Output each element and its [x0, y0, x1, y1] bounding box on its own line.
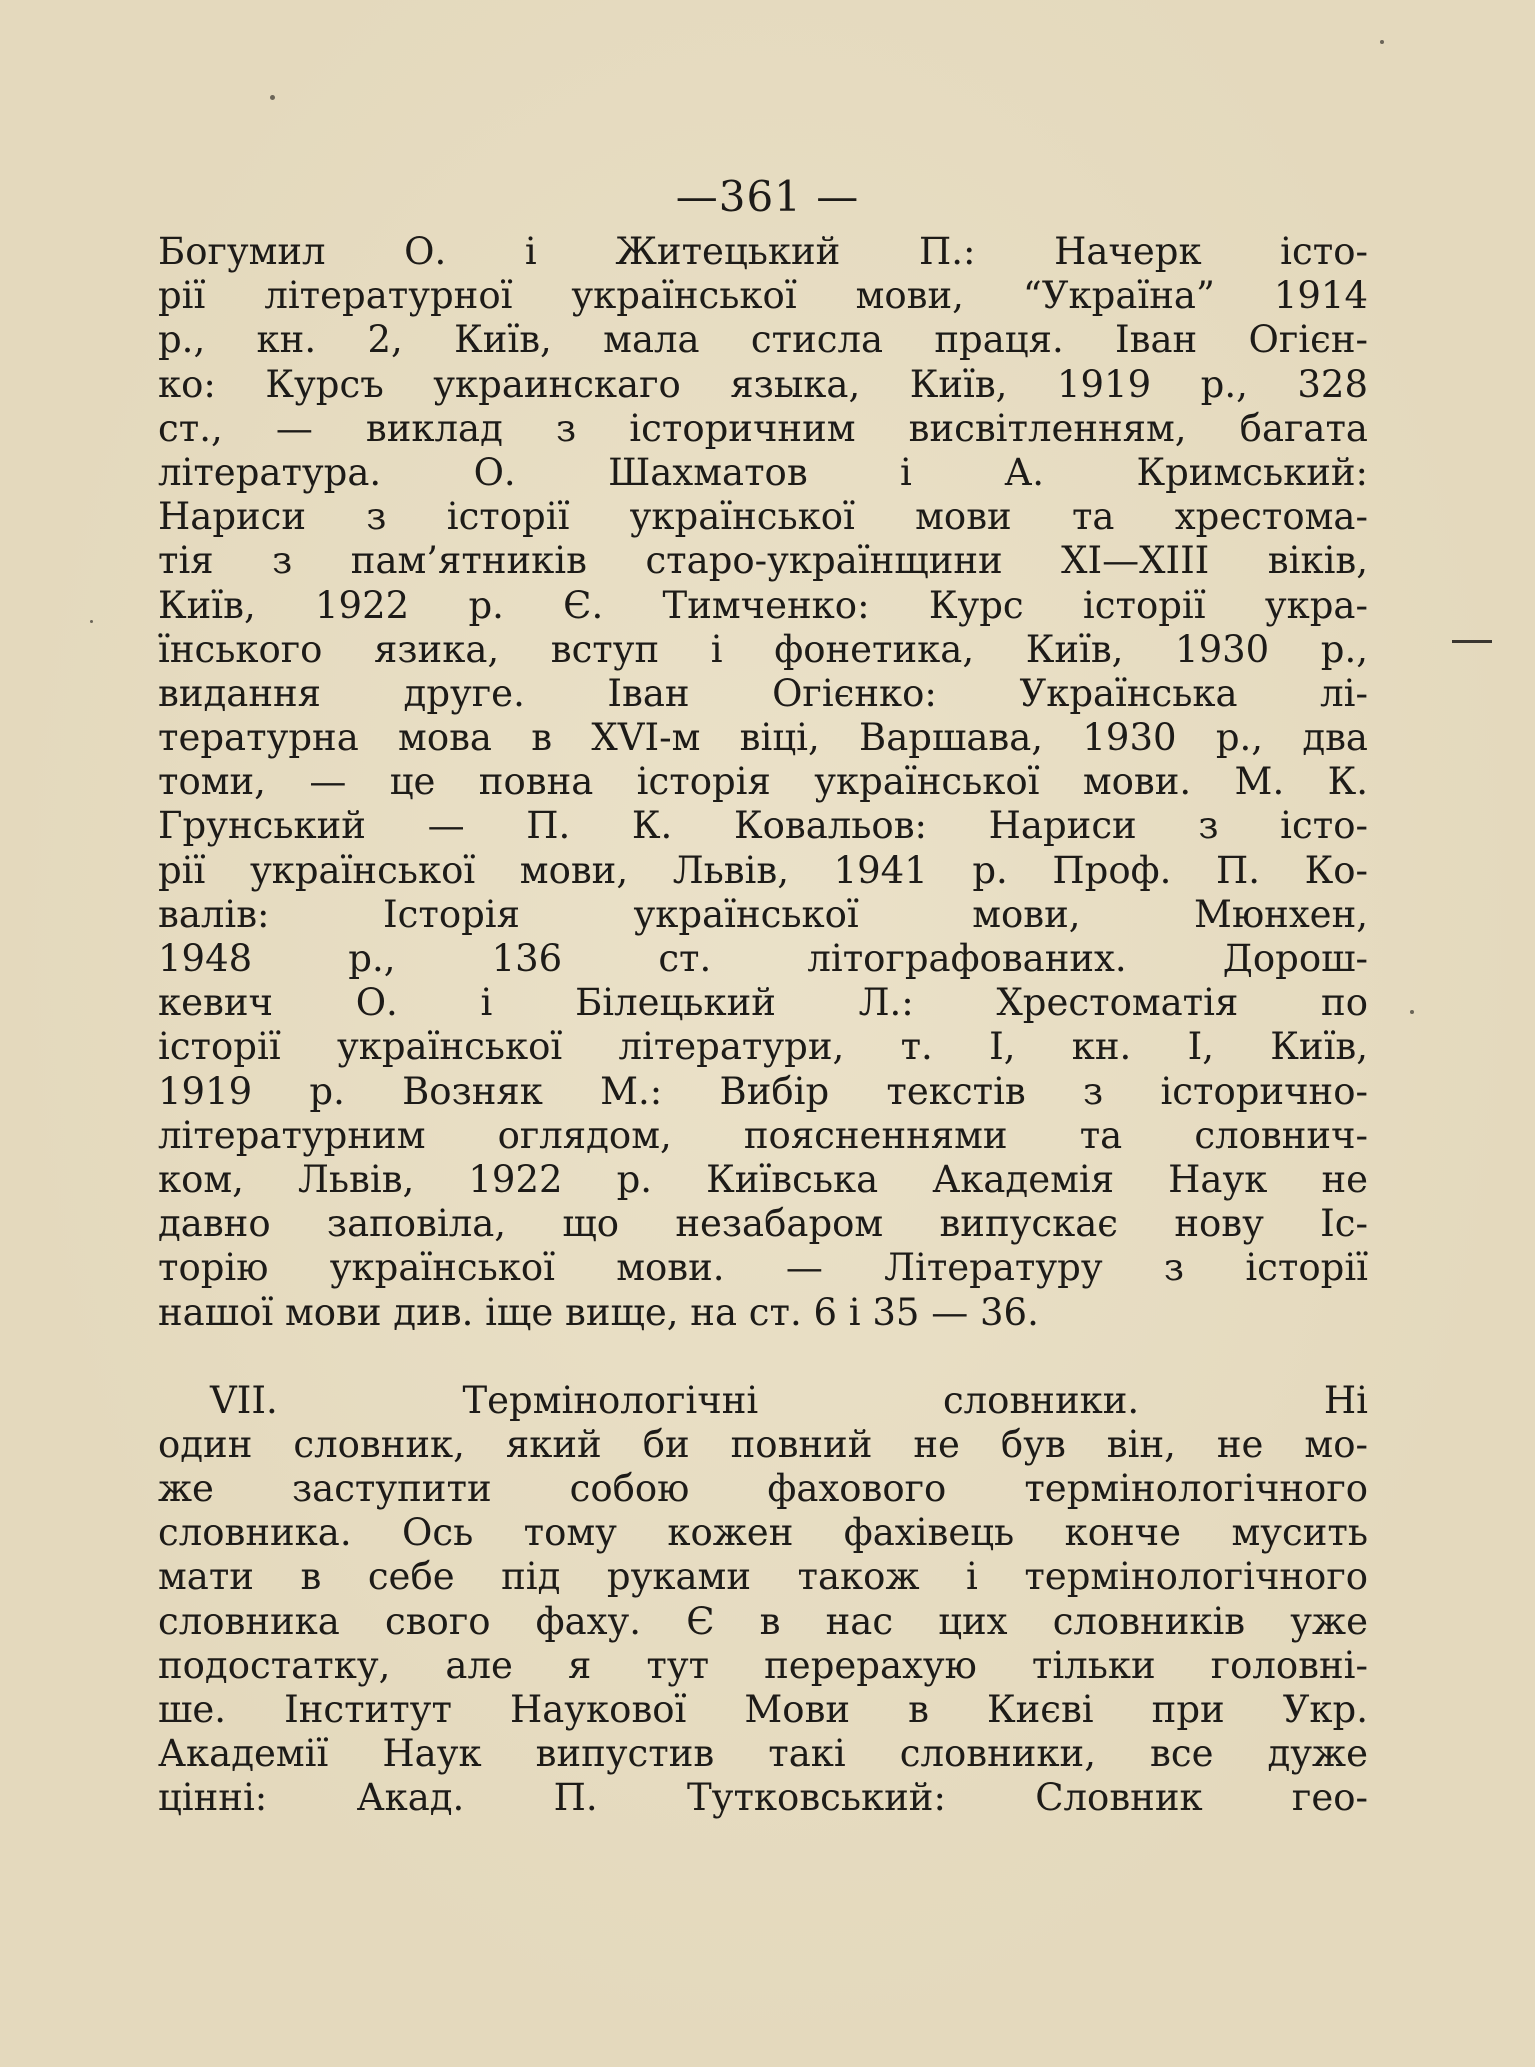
text-line: торію української мови. — Літературу з історії: [158, 1246, 1368, 1290]
paper-speck: [270, 95, 275, 100]
page-number: —361 —: [675, 172, 860, 221]
text-line: валів: Історія української мови, Мюнхен,: [158, 892, 1368, 936]
text-line: Академії Наук випустив такі словники, все дуже: [158, 1732, 1368, 1776]
section-heading-line: VII. Термінологічні словники. Ні: [210, 1378, 1368, 1422]
text-line: Богумил О. і Житецький П.: Начерк істо-: [158, 230, 1368, 273]
text-line: ст., — виклад з історичним висвітленням, багата: [158, 406, 1368, 450]
text-line: ше. Інститут Наукової Мови в Києві при Укр.: [158, 1688, 1368, 1731]
text-line: літературним оглядом, поясненнями та словнич-: [158, 1113, 1368, 1157]
text-line: Київ, 1922 р. Є. Тимченко: Курс історії укра-: [158, 583, 1368, 627]
text-line: рії літературної української мови, “Україна” 1914: [158, 274, 1368, 318]
text-line: 1919 р. Возняк М.: Вибір текстів з історично-: [158, 1069, 1368, 1113]
text-line: один словник, який би повний не був він, не мо-: [158, 1422, 1368, 1466]
text-line: тія з пам’ятників старо-українщини XI—XIII віків,: [158, 539, 1368, 583]
text-line: література. О. Шахматов і А. Кримський:: [158, 450, 1368, 494]
paragraph-literature-list: [158, 230, 1368, 1335]
text-line: рії української мови, Львів, 1941 р. Проф. П. Ко-: [158, 848, 1368, 892]
text-line: 1948 р., 136 ст. літографованих. Дорош-: [158, 937, 1368, 980]
paragraph-terminology-dictionaries: [158, 1379, 1368, 1821]
paper-speck: [1410, 1010, 1414, 1014]
text-line: цінні: Акад. П. Тутковський: Словник гео-: [158, 1776, 1368, 1820]
text-line: ко: Курсъ украинскаго языка, Київ, 1919 р., 328: [158, 362, 1368, 406]
text-line: тературна мова в XVI-м віці, Варшава, 1930 р., два: [158, 716, 1368, 760]
text-line: словника. Ось тому кожен фахівець конче мусить: [158, 1511, 1368, 1555]
text-line: томи, — це повна історія української мови. М. К.: [158, 760, 1368, 804]
text-line: р., кн. 2, Київ, мала стисла праця. Іван Огієн-: [158, 318, 1368, 362]
text-line: давно заповіла, що незабаром випускає нову Іс-: [158, 1202, 1368, 1246]
text-line: мати в себе під руками також і термінологічного: [158, 1555, 1368, 1599]
text-line: Грунський — П. К. Ковальов: Нариси з істо-: [158, 804, 1368, 848]
text-line: Нариси з історії української мови та хрестома-: [158, 495, 1368, 539]
margin-pencil-mark: [1452, 640, 1492, 643]
text-line: нашої мови див. іще вище, на ст. 6 і 35 — 36.: [158, 1290, 1039, 1334]
text-line: ком, Львів, 1922 р. Київська Академія Наук не: [158, 1157, 1368, 1201]
text-line: же заступити собою фахового термінологічного: [158, 1467, 1368, 1511]
main-text: [158, 230, 1368, 1821]
paper-speck: [90, 620, 93, 623]
text-line: історії української літератури, т. І, кн. І, Київ,: [158, 1025, 1368, 1069]
text-line: кевич О. і Білецький Л.: Хрестоматія по: [158, 981, 1368, 1025]
text-line: видання друге. Іван Огієнко: Українська лі-: [158, 671, 1368, 715]
text-line: подостатку, але я тут перерахую тільки головні-: [158, 1643, 1368, 1687]
text-line: словника свого фаху. Є в нас цих словників уже: [158, 1599, 1368, 1643]
text-line: їнського язика, вступ і фонетика, Київ, 1930 р.,: [158, 627, 1368, 671]
paper-speck: [1380, 40, 1384, 44]
paragraph-gap: [158, 1335, 1368, 1379]
